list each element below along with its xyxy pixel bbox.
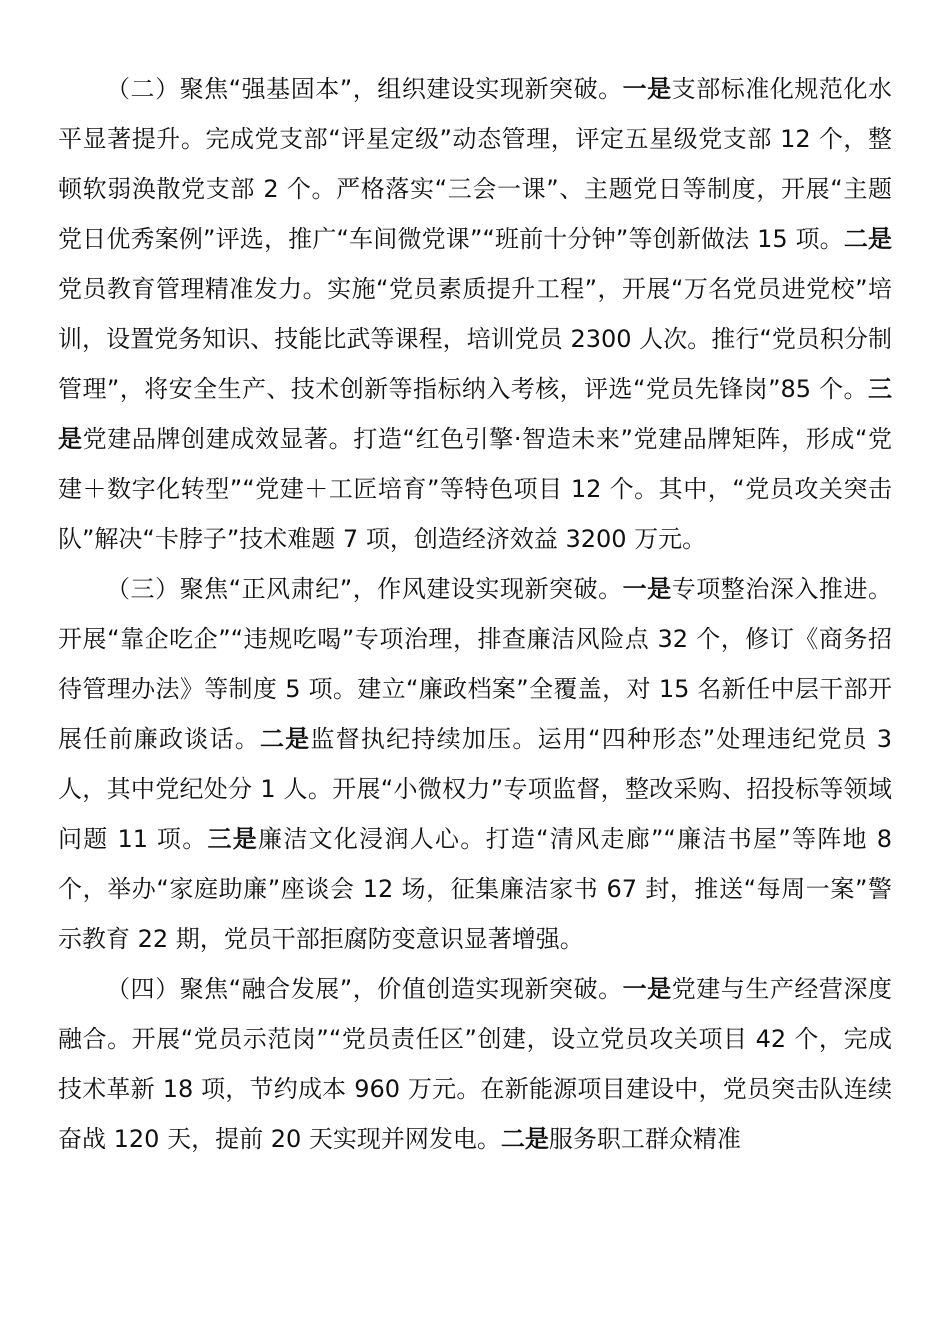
point-label-first: 一是 bbox=[622, 75, 672, 103]
point-label-second: 二是 bbox=[259, 725, 311, 753]
body-text: 党员教育管理精准发力。实施“党员素质提升工程”，开展“万名党员进党校”培训，设置党务知识、技能比武等课程，培训党员 2300 人次。推行“党员积分制管理”，将安全生产、技术创新等指标纳入考核，评选“党员先锋岗”85 个。 bbox=[58, 275, 892, 403]
body-text: 专项整治深入推进。开展“靠企吃企”“违规吃喝”专项治理，排查廉洁风险点 32 个，修订《商务招待管理办法》等制度 5 项。建立“廉政档案”全覆盖，对 15 名新任中层干部开展任前廉政谈话。 bbox=[58, 575, 892, 753]
point-label-third: 三是 bbox=[207, 825, 259, 853]
point-label-second: 二是 bbox=[500, 1125, 549, 1153]
document-page bbox=[58, 64, 892, 1164]
paragraph-section-2 bbox=[58, 64, 892, 564]
body-text: 支部标准化规范化水平显著提升。完成党支部“评星定级”动态管理，评定五星级党支部 12 个，整顿软弱涣散党支部 2 个。严格落实“三会一课”、主题党日等制度，开展“主题党日优秀案例”评选，推广“车间微党课”“班前十分钟”等创新做法 15 项。 bbox=[58, 75, 892, 253]
paragraph-section-3 bbox=[58, 564, 892, 964]
body-text: 监督执纪持续加压。运用“四种形态”处理违纪党员 3 人，其中党纪处分 1 人。开展“小微权力”专项监督，整改采购、招投标等领域问题 11 项。 bbox=[58, 725, 892, 853]
body-text: 廉洁文化浸润人心。打造“清风走廊”“廉洁书屋”等阵地 8 个，举办“家庭助廉”座谈会 12 场，征集廉洁家书 67 封，推送“每周一案”警示教育 22 期，党员干部拒腐防变意识显著增强。 bbox=[58, 825, 892, 953]
point-label-second: 二是 bbox=[843, 225, 893, 253]
body-text: 党建与生产经营深度融合。开展“党员示范岗”“党员责任区”创建，设立党员攻关项目 42 个，完成技术革新 18 项，节约成本 960 万元。在新能源项目建设中，党员突击队连续奋战 120 天，提前 20 天实现并网发电。 bbox=[58, 975, 892, 1153]
point-label-third: 三是 bbox=[58, 375, 892, 453]
paragraph-section-4 bbox=[58, 964, 892, 1164]
section-heading: （三）聚焦“正风肃纪”，作风建设实现新突破。 bbox=[106, 575, 623, 603]
body-text: 党建品牌创建成效显著。打造“红色引擎·智造未来”党建品牌矩阵，形成“党建＋数字化转型”“党建＋工匠培育”等特色项目 12 个。其中，“党员攻关突击队”解决“卡脖子”技术难题 7 项，创造经济效益 3200 万元。 bbox=[58, 425, 892, 553]
section-heading: （四）聚焦“融合发展”，价值创造实现新突破。 bbox=[106, 975, 623, 1003]
body-text: 服务职工群众精准 bbox=[548, 1125, 741, 1153]
point-label-first: 一是 bbox=[622, 575, 672, 603]
section-heading: （二）聚焦“强基固本”，组织建设实现新突破。 bbox=[106, 75, 623, 103]
point-label-first: 一是 bbox=[622, 975, 672, 1003]
